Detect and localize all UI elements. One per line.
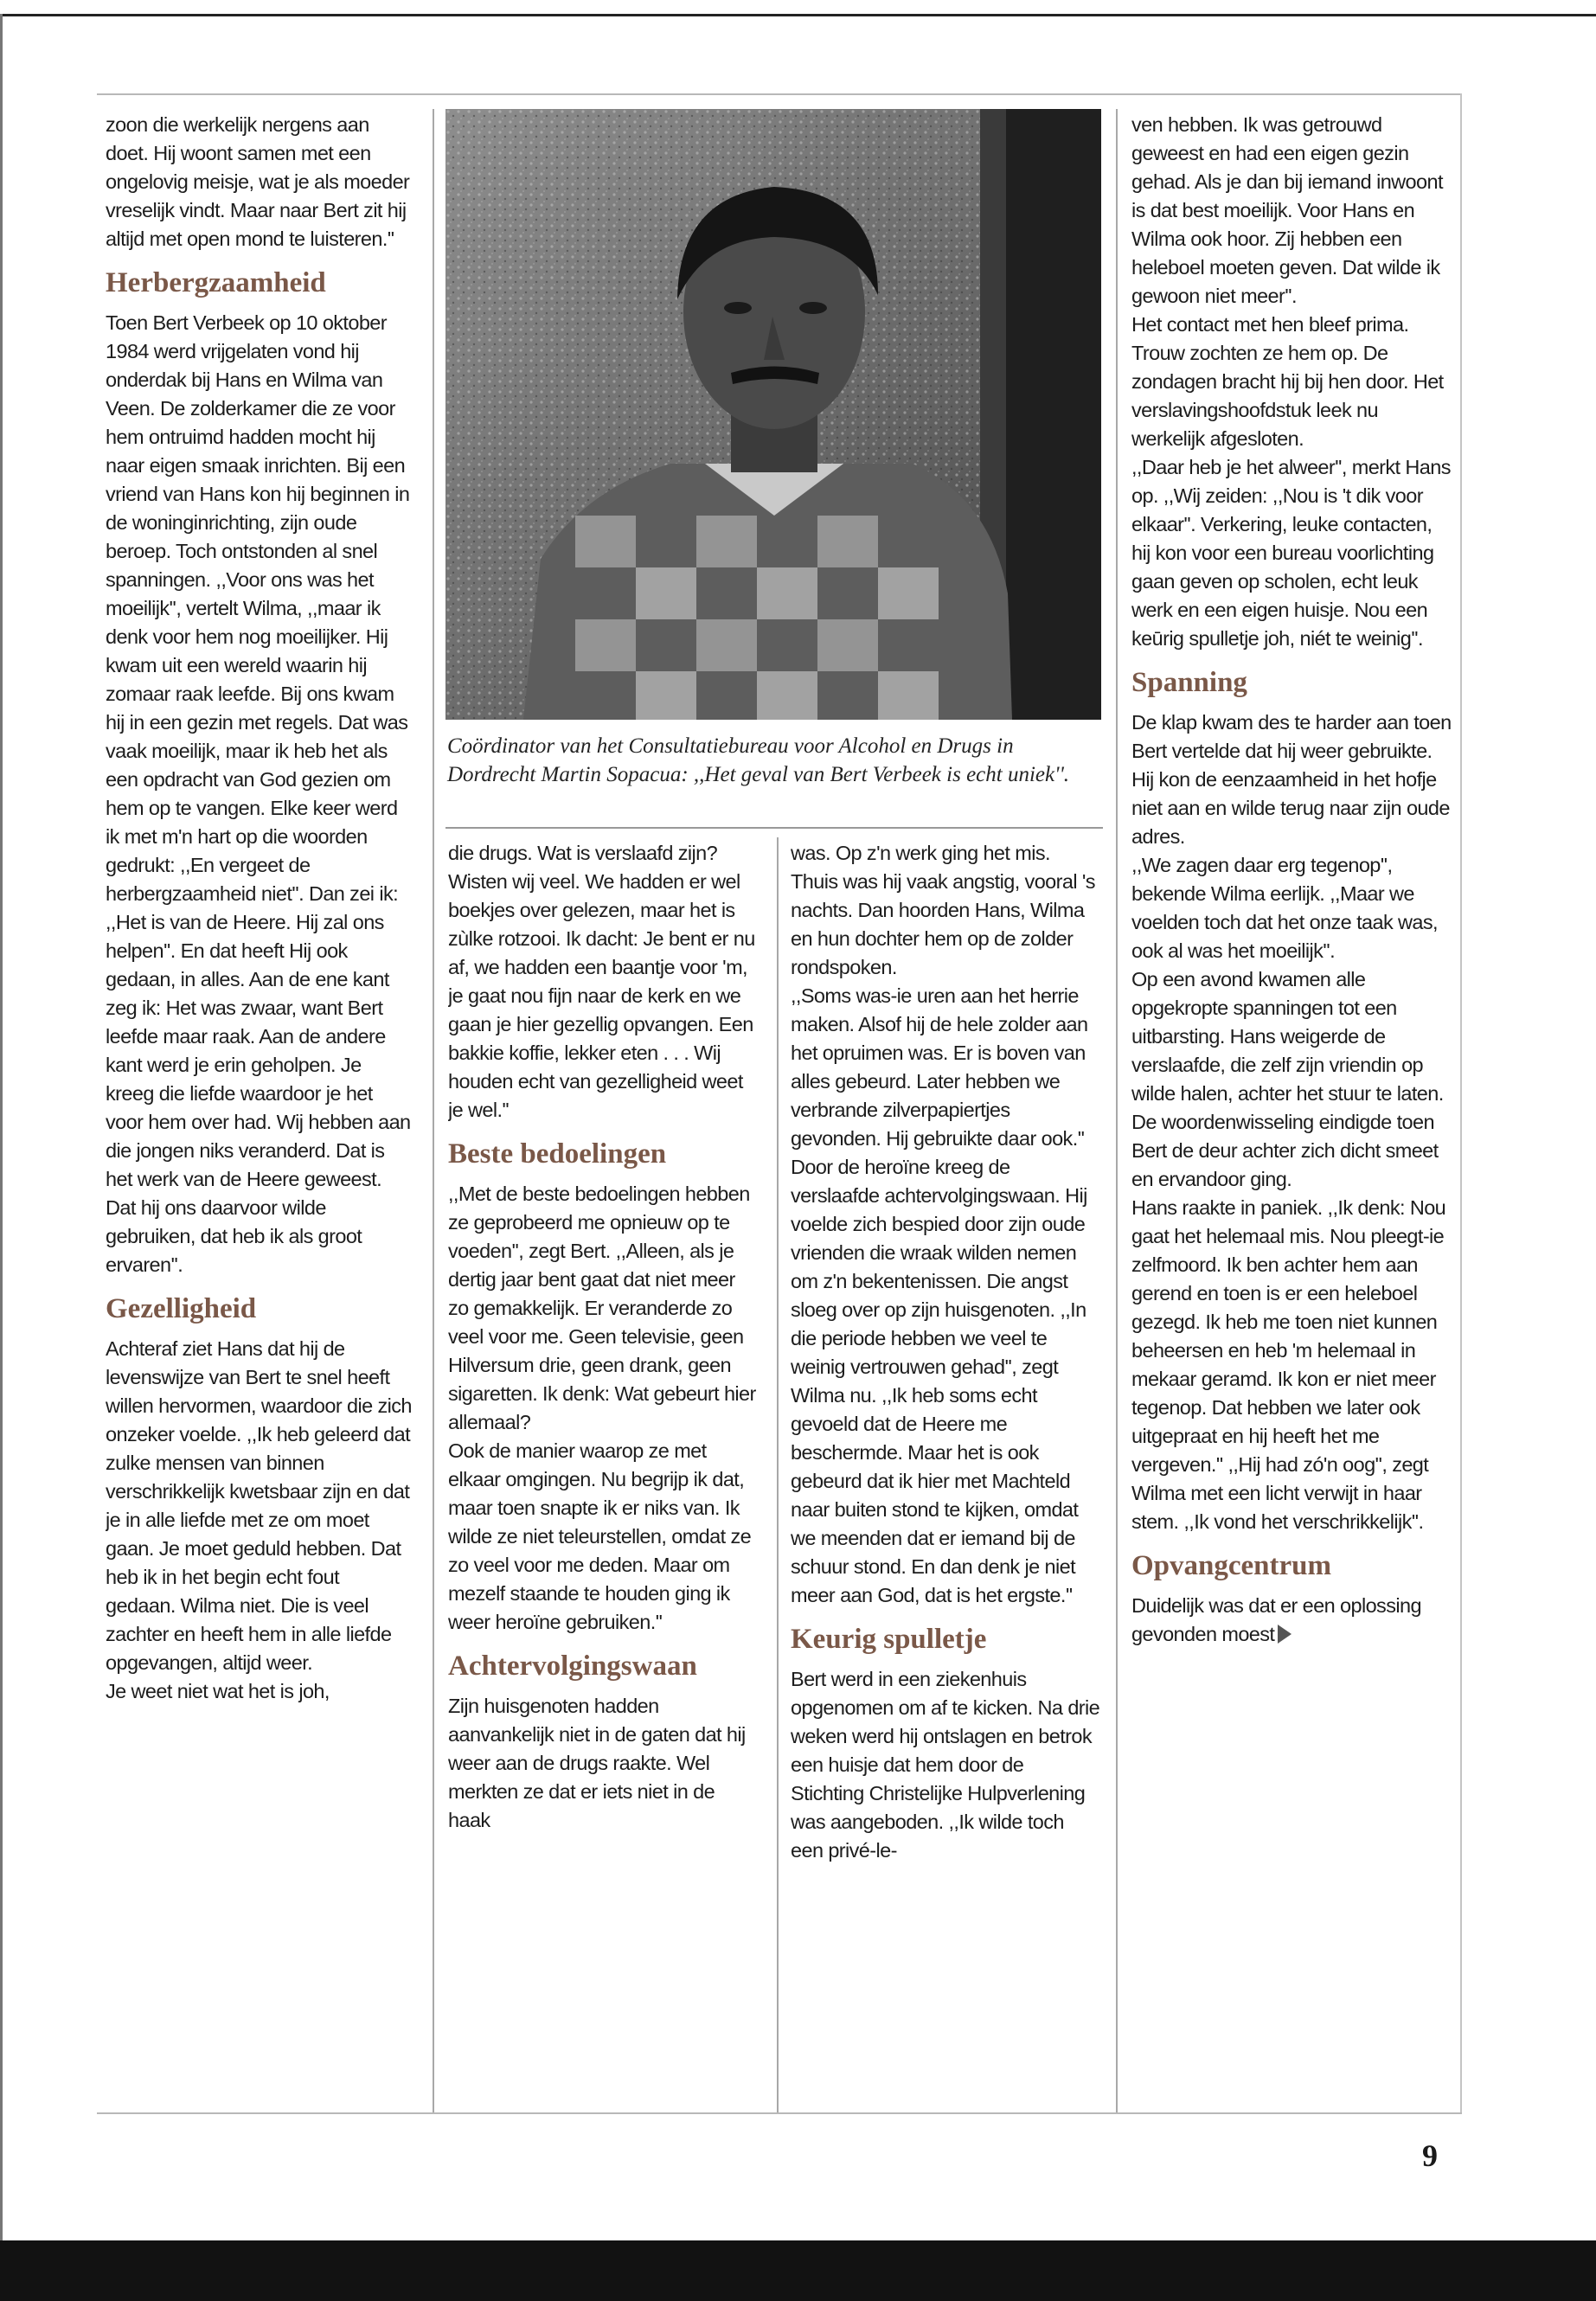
- top-rule: [0, 14, 1596, 16]
- section-heading-spanning: Spanning: [1131, 667, 1247, 698]
- paragraph-text: Duidelijk was dat er een oplossing gevonden moest: [1131, 1594, 1421, 1645]
- paragraph: Je weet niet wat het is joh,: [106, 1680, 330, 1702]
- text-column-2: [448, 839, 760, 2111]
- paragraph: Toen Bert Verbeek op 10 oktober 1984 werd vrijgelaten vond hij onderdak bij Hans en Wilma van Veen. De zolderkamer die ze voor hem ontruimd hadden mocht hij naar eigen smaak inrichten. Bij een vriend van Hans kon hij beginnen in de woninginrichting, zijn oude beroep. Toch ontstonden al snel spanningen. ,,Voor ons was het moeilijk'', vertelt Wilma, ,,maar ik denk voor hem nog moeilijker. Hij kwam uit een wereld waarin hij zomaar raak leefde. Bij ons kwam hij in een gezin met regels. Dat was vaak moeilijk, maar ik heb het als een opdracht van God gezien om hem op te vangen. Elke keer werd ik met m'n hart op die woorden gedrukt: ,,En vergeet de herbergzaamheid niet''. Dan zei ik: ,,Het is van de Heere. Hij zal ons helpen''. En dat heeft Hij ook gedaan, in alles. Aan de ene kant zeg ik: Het was zwaar, want Bert leefde maar raak. Aan de andere kant werd je erin geholpen. Je kreeg die liefde waardoor je het voor hem over had. Wij hebben aan die jongen niks veranderd. Dat is het werk van de Heere geweest. Dat hij ons daarvoor wilde gebruiken, dat heb ik als groot ervaren''.: [106, 311, 411, 1276]
- text-column-4: [1131, 111, 1452, 2109]
- left-page-edge: [0, 14, 3, 2241]
- section-heading-gezelligheid: Gezelligheid: [106, 1293, 257, 1324]
- paragraph: Door de heroïne kreeg de verslaafde achtervolgingswaan. Hij voelde zich bespied door zijn oude vrienden die wraak wilden nemen om z'n bekentenissen. Die angst sloeg over op zijn huisgenoten. ,,In die periode hebben we veel te weinig vertrouwen gehad'', zegt Wilma nu. ,,Ik heb soms echt gevoeld dat de Heere me beschermde. Maar het is ook gebeurd dat ik hier met Machteld naar buiten stond te kijken, omdat we meenden dat er iemand bij de schuur stond. En dan denk je niet meer aan God, dat is het ergste.'': [791, 1156, 1087, 1606]
- paragraph: was. Op z'n werk ging het mis. Thuis was hij vaak angstig, vooral 's nachts. Dan hoorden Hans, Wilma en hun dochter hem op de zolder rondspoken.: [791, 842, 1095, 978]
- caption-rule: [445, 827, 1103, 829]
- section-heading-beste-bedoelingen: Beste bedoelingen: [448, 1138, 667, 1170]
- paragraph: ,,Soms was-ie uren aan het herrie maken. Alsof hij de hele zolder aan het opruimen was. Er is boven van alles gebeurd. Later hebben we verbrande zilverpapiertjes gevonden. Hij gebruikte daar ook.'': [791, 984, 1088, 1150]
- frame-right-rule: [1460, 93, 1462, 2113]
- paragraph: zoon die werkelijk nergens aan doet. Hij woont samen met een ongelovig meisje, wat je als moeder vreselijk vindt. Maar naar Bert zit hij altijd met open mond te luisteren.'': [106, 113, 410, 250]
- section-heading-keurig-spulletje: Keurig spulletje: [791, 1624, 987, 1655]
- text-column-1: [106, 111, 413, 2109]
- paragraph: die drugs. Wat is verslaafd zijn? Wisten wij veel. We hadden er wel boekjes over gelezen, maar het is zùlke rotzooi. Ik dacht: Je bent er nu af, we hadden een baantje voor 'm, je gaat nou fijn naar de kerk en we gaan je hier gezellig opvangen. Een bakkie koffie, lekker eten . . . Wij houden echt van gezelligheid weet je wel.'': [448, 842, 755, 1121]
- portrait-photo: [445, 109, 1101, 720]
- paragraph: Het contact met hen bleef prima. Trouw zochten ze hem op. De zondagen bracht hij bij hen door. Het verslavingshoofdstuk leek nu werkelijk afgesloten.: [1131, 313, 1444, 450]
- paragraph: ,,Daar heb je het alweer'', merkt Hans op. ,,Wij zeiden: ,,Nou is 't dik voor elkaar''. Verkering, leuke contacten, hij kon voor een bureau voorlichting gaan geven op scholen, echt leuk werk en een eigen huisje. Nou een keūrig spulletje joh, niét te weinig''.: [1131, 456, 1451, 650]
- paragraph: ,,We zagen daar erg tegenop'', bekende Wilma eerlijk. ,,Maar we voelden toch dat het onze taak was, ook al was het moeilijk''.: [1131, 854, 1438, 962]
- paragraph: De klap kwam des te harder aan toen Bert vertelde dat hij weer gebruikte. Hij kon de eenzaamheid in het hofje niet aan en wilde terug naar zijn oude adres.: [1131, 711, 1452, 848]
- paragraph: ven hebben. Ik was getrouwd geweest en had een eigen gezin gehad. Als je dan bij iemand inwoont is dat best moeilijk. Voor Hans en Wilma ook hoor. Zij hebben een heleboel moeten geven. Dat wilde ik gewoon niet meer''.: [1131, 113, 1443, 307]
- paragraph: Hans raakte in paniek. ,,Ik denk: Nou gaat het helemaal mis. Nou pleegt-ie zelfmoord. Ik ben achter hem aan gerend en toen is er een heleboel gezegd. Ik heb me toen niet kunnen beheersen en heb 'm helemaal in mekaar geramd. Ik kon er niet meer tegenop. Dat hebben we later ook uitgepraat en hij heeft het me vergeven.'' ,,Hij had zó'n oog'', zegt Wilma met een licht verwijt in haar stem. ,,Ik vond het verschrikkelijk''.: [1131, 1196, 1446, 1533]
- paragraph: Op een avond kwamen alle opgekropte spanningen tot een uitbarsting. Hans weigerde de verslaafde, die zelf zijn vriendin op wilde halen, achter het stuur te laten. De woordenwisseling eindigde toen Bert de deur achter zich dicht smeet en ervandoor ging.: [1131, 968, 1444, 1190]
- frame-bottom-rule: [97, 2112, 1462, 2114]
- section-heading-opvangcentrum: Opvangcentrum: [1131, 1550, 1331, 1581]
- paragraph: Achteraf ziet Hans dat hij de levenswijze van Bert te snel heeft willen hervormen, waardoor die zich onzeker voelde. ,,Ik heb geleerd dat zulke mensen van binnen verschrikkelijk kwetsbaar zijn en dat je in alle liefde met ze om moet gaan. Je moet geduld hebben. Dat heb ik in het begin echt fout gedaan. Wilma niet. Die is veel zachter en heeft hem in alle liefde opgevangen, altijd weer.: [106, 1337, 412, 1674]
- frame-top-rule: [97, 93, 1462, 95]
- text-column-3: [791, 839, 1100, 2111]
- section-heading-herbergzaamheid: Herbergzaamheid: [106, 267, 326, 298]
- paragraph: ,,Met de beste bedoelingen hebben ze geprobeerd me opnieuw op te voeden'', zegt Bert. ,,Alleen, als je dertig jaar bent gaat dat niet meer zo gemakkelijk. Er veranderde zo veel voor me. Geen televisie, geen Hilversum drie, geen drank, geen sigaretten. Ik denk: Wat gebeurt hier allemaal?: [448, 1183, 756, 1433]
- continued-arrow-icon: [1278, 1625, 1292, 1644]
- column-divider: [433, 109, 434, 2112]
- paragraph: Zijn huisgenoten hadden aanvankelijk niet in de gaten dat hij weer aan de drugs raakte. Wel merkten ze dat er iets niet in de haak: [448, 1695, 746, 1831]
- page-number: 9: [1422, 2138, 1438, 2173]
- column-divider: [1116, 109, 1118, 2112]
- column-divider: [777, 837, 779, 2112]
- photo-caption: Coördinator van het Consultatiebureau voor Alcohol en Drugs in Dordrecht Martin Sopacua: ,,Het geval van Bert Verbeek is echt uniek''.: [447, 734, 1070, 786]
- paragraph-continued: [1131, 1592, 1452, 1649]
- paragraph: Bert werd in een ziekenhuis opgenomen om af te kicken. Na drie weken werd hij ontslagen en betrok een huisje dat hem door de Stichting Christelijke Hulpverlening was aangeboden. ,,Ik wilde toch een privé-le-: [791, 1668, 1100, 1862]
- bottom-scan-band: [0, 2240, 1596, 2301]
- paragraph: Ook de manier waarop ze met elkaar omgingen. Nu begrijp ik dat, maar toen snapte ik er niks van. Ik wilde ze niet teleurstellen, omdat ze zo veel voor me deden. Maar om mezelf staande te houden ging ik weer heroïne gebruiken.'': [448, 1439, 752, 1633]
- portrait-illustration: [445, 109, 1101, 720]
- section-heading-achtervolgingswaan: Achtervolgingswaan: [448, 1650, 697, 1682]
